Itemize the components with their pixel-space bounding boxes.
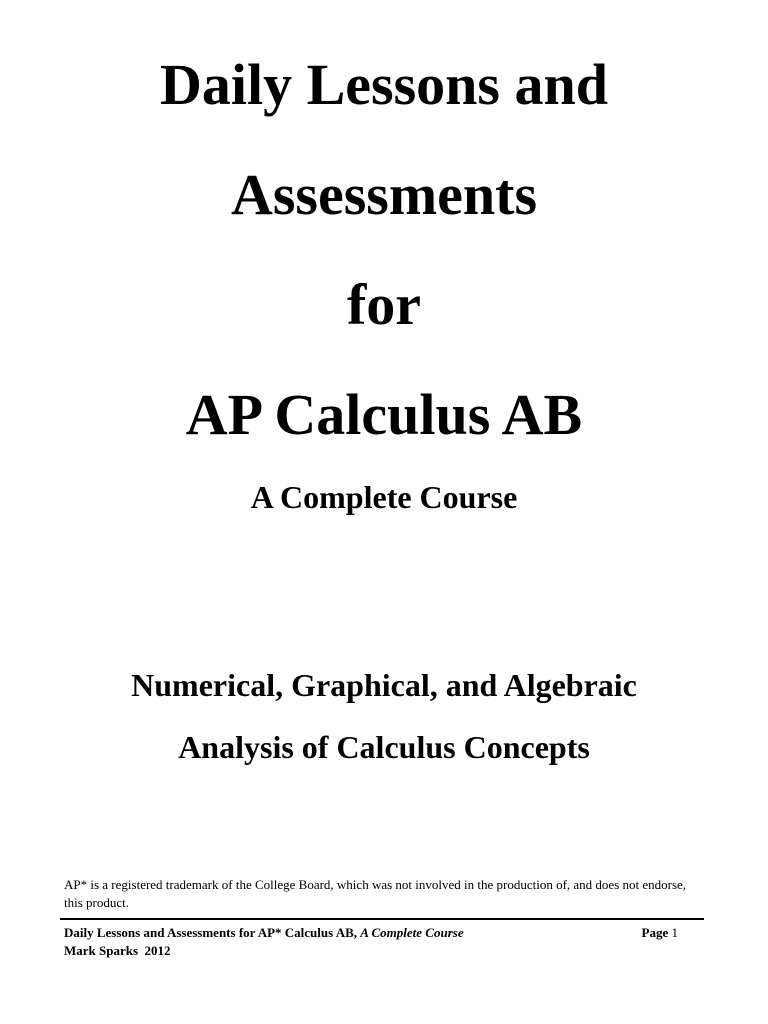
footer-book-title-text: Daily Lessons and Assessments for AP* Calculus AB, — [64, 925, 361, 940]
footer-divider — [60, 918, 704, 920]
title-line-1: Daily Lessons and — [159, 52, 609, 117]
footer-page-label: Page — [641, 925, 669, 940]
footer-left — [64, 924, 464, 960]
title-line-3: for — [346, 272, 422, 337]
second-title-line-1: Numerical, Graphical, and Algebraic — [131, 667, 637, 703]
footer-author: Mark Sparks 2012 — [64, 943, 171, 958]
trademark-disclaimer: AP* is a registered trademark of the College Board, which was not involved in the production of, and does not endorse, this product. — [64, 877, 687, 910]
footer-page-number: 1 — [671, 925, 678, 940]
footer-book-title-italic: A Complete Course — [360, 925, 464, 940]
subtitle: A Complete Course — [250, 479, 518, 515]
second-title-line-2: Analysis of Calculus Concepts — [178, 729, 590, 765]
footer-page — [642, 924, 678, 942]
title-line-2: Assessments — [230, 162, 538, 227]
footer-book-title — [64, 924, 464, 942]
title-line-4: AP Calculus AB — [185, 382, 583, 447]
